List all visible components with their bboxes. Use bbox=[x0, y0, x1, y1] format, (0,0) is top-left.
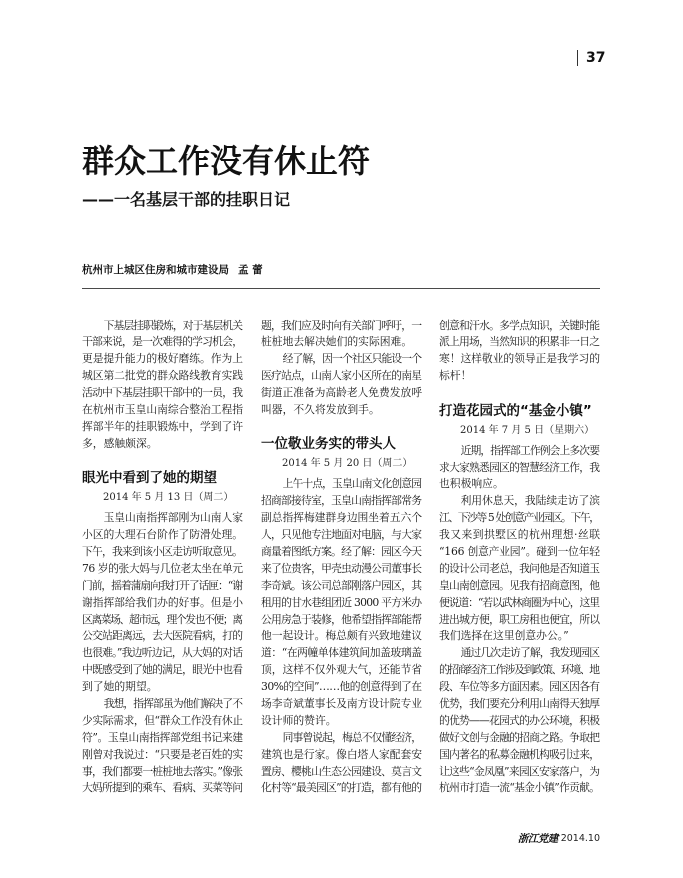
body-line-text: 街道正准备为高龄老人免费发放呼 bbox=[261, 386, 422, 400]
body-line-text: 题，我们应及时向有关部门呼吁，一 bbox=[261, 318, 422, 332]
body-line-text: 大妈所提到的乘车、看病、买菜等问 bbox=[82, 781, 243, 795]
body-line-text: 在杭州市玉皇山南综合整治工程指 bbox=[82, 403, 243, 416]
body-line bbox=[82, 713, 243, 730]
body-line bbox=[261, 764, 422, 781]
body-line bbox=[261, 628, 422, 645]
diary-date: 2014 年 5 月 20 日（周二） bbox=[282, 458, 413, 470]
body-line-text: 干部来说，是一次难得的学习机会， bbox=[82, 335, 243, 349]
body-line bbox=[82, 527, 243, 544]
body-line bbox=[439, 368, 600, 385]
body-line-text: 门前，摇着蒲扇向我打开了话匣：“谢 bbox=[82, 578, 242, 592]
body-line bbox=[439, 493, 600, 510]
body-line-text: 中既感受到了她的满足，眼光中也看 bbox=[82, 663, 243, 677]
body-line bbox=[261, 368, 422, 385]
body-line-text: 的优势——花园式的办公环境，积极 bbox=[439, 713, 600, 727]
text-column bbox=[261, 318, 422, 798]
body-line bbox=[261, 679, 422, 696]
body-line bbox=[82, 385, 243, 402]
body-line bbox=[261, 476, 422, 493]
body-line-text: 建筑也是行家。像白塔人家配套安 bbox=[261, 747, 422, 761]
body-line-text: 区离菜场、超市远，理个发也不便；离 bbox=[82, 612, 242, 626]
body-line-text: 杭州市打造一流“基金小镇”作贡献。 bbox=[439, 781, 600, 795]
body-line-text: 利用休息天，我陆续走访了滨 bbox=[460, 494, 600, 508]
section-heading: 眼光中看到了她的期望 bbox=[82, 470, 217, 487]
body-line bbox=[439, 527, 600, 544]
body-line bbox=[261, 595, 422, 612]
body-line bbox=[439, 713, 600, 730]
body-line bbox=[261, 612, 422, 629]
body-line-text: 我们选择在这里创意办公。” bbox=[439, 629, 569, 643]
body-line bbox=[261, 561, 422, 578]
body-line bbox=[82, 764, 243, 781]
body-line bbox=[261, 780, 422, 797]
body-line bbox=[82, 544, 243, 561]
body-line-text: 国内著名的私募金融机构吸引过来， bbox=[439, 747, 600, 761]
body-line-text: 小区的大理石台阶作了防滑处理。 bbox=[82, 528, 243, 542]
body-line-text: 城区第二批党的群众路线教育实践 bbox=[82, 369, 243, 383]
body-line-text: 进出城方便，职工房租也便宜，所以 bbox=[439, 612, 600, 626]
body-line bbox=[439, 334, 600, 351]
body-line-text: 活动中下基层挂职干部中的一员，我 bbox=[82, 386, 243, 400]
body-line bbox=[82, 561, 243, 578]
body-line bbox=[82, 351, 243, 368]
body-line-text: 他一起设计。梅总颇有兴致地建议 bbox=[261, 629, 422, 643]
body-line-text: 公用房急于装修，他希望指挥部能帮 bbox=[261, 612, 422, 626]
body-line-text: 通过几次走访了解，我发现园区 bbox=[460, 646, 600, 660]
body-line-text: 设计师的赞许。 bbox=[261, 713, 337, 727]
body-line-text: 便说道：“若以武林商圈为中心，这里 bbox=[439, 595, 599, 609]
body-line bbox=[82, 436, 243, 453]
body-line-text: 事，我们都要一桩桩地去落实。”像张 bbox=[82, 764, 243, 778]
body-line-text: 标杆！ bbox=[439, 369, 472, 383]
body-line bbox=[82, 662, 243, 679]
body-line bbox=[439, 510, 600, 527]
body-line-text: 招商部接待室，玉皇山南指挥部常务 bbox=[261, 494, 422, 508]
body-line bbox=[261, 730, 422, 747]
section-heading: 打造花园式的“基金小镇” bbox=[439, 402, 592, 419]
section-heading: 一位敬业务实的带头人 bbox=[261, 436, 396, 453]
body-line bbox=[261, 544, 422, 561]
body-line bbox=[82, 334, 243, 351]
body-line-text: 顶，这样不仅外观大气，还能节省 bbox=[261, 663, 422, 677]
body-line bbox=[439, 612, 600, 629]
body-line-text: 桩桩地去解决她们的实际困难。 bbox=[261, 335, 413, 349]
body-line-text: 优势，我们要充分利用山南得天独厚 bbox=[439, 696, 600, 710]
body-line bbox=[82, 628, 243, 645]
paragraph bbox=[82, 696, 243, 797]
body-line-text: 76 岁的张大妈与几位老太坐在单元 bbox=[82, 561, 243, 575]
paragraph bbox=[261, 318, 422, 352]
body-line bbox=[82, 645, 243, 662]
body-line bbox=[261, 493, 422, 510]
body-line-text: 挥部半年的挂职锻炼中，学到了许 bbox=[82, 419, 243, 433]
body-line bbox=[439, 645, 600, 662]
article-title: 群众工作没有休止符 bbox=[82, 142, 371, 180]
body-line bbox=[82, 730, 243, 747]
body-line-text: 寒！这样敬业的领导正是我学习的 bbox=[439, 352, 600, 366]
body-line-text: 少实际需求，但“群众工作没有休止 bbox=[82, 713, 243, 727]
body-line-text: 我想，指挥部虽为他们解决了不 bbox=[103, 696, 243, 710]
body-line-text: 江、下沙等 5 处创意产业园区。下午， bbox=[439, 511, 599, 525]
body-line bbox=[82, 747, 243, 764]
body-line-text: 刚曾对我说过：“只要是老百姓的实 bbox=[82, 747, 243, 761]
body-line-text: 下午，我来到该小区走访听取意见。 bbox=[82, 544, 243, 558]
body-line-text: 更是提升能力的极好磨练。作为上 bbox=[82, 352, 243, 366]
body-line bbox=[82, 402, 243, 419]
text-column bbox=[82, 318, 243, 798]
magazine-logo: 浙江党建 bbox=[517, 833, 558, 845]
body-line-text: 也积极响应。 bbox=[439, 477, 504, 491]
body-line bbox=[82, 578, 243, 595]
body-line bbox=[439, 628, 600, 645]
paragraph bbox=[439, 493, 600, 645]
body-line-text: 求大家熟悉园区的智慧经济工作，我 bbox=[439, 460, 600, 474]
body-line bbox=[261, 510, 422, 527]
body-line-text: 公交站距离远，去大医院看病，打的 bbox=[82, 629, 243, 643]
diary-date: 2014 年 5 月 13 日（周二） bbox=[103, 492, 234, 504]
body-line bbox=[261, 747, 422, 764]
body-line-text: 段、车位等多方面因素。园区因各有 bbox=[439, 680, 600, 694]
body-line bbox=[261, 578, 422, 595]
body-line bbox=[439, 780, 600, 797]
body-line bbox=[82, 612, 243, 629]
body-line-text: 道：“在两幢单体建筑间加盖玻璃盖 bbox=[261, 646, 422, 660]
body-line bbox=[439, 595, 600, 612]
body-line bbox=[82, 419, 243, 436]
body-line-text: 上午十点，玉皇山南文化创意园 bbox=[282, 477, 422, 491]
body-line bbox=[439, 561, 600, 578]
paragraph bbox=[439, 443, 600, 494]
body-line bbox=[439, 318, 600, 335]
paragraph bbox=[261, 351, 422, 419]
body-line-text: 的设计公司老总，我问他是否知道玉 bbox=[439, 561, 600, 575]
body-line bbox=[82, 510, 243, 527]
body-line-text: 玉皇山南指挥部刚为山南人家 bbox=[103, 511, 243, 525]
body-line-text: 到了她的期望。 bbox=[82, 680, 158, 694]
body-line bbox=[261, 662, 422, 679]
body-line bbox=[439, 679, 600, 696]
body-line-text: 人，只见他专注地面对电脑，与大家 bbox=[261, 528, 422, 542]
body-line-text: 派上用场，当然知识的积累非一日之 bbox=[439, 335, 600, 349]
body-line-text: 医疗站点，山南人家小区所在的南星 bbox=[261, 369, 422, 383]
body-line-text: 的招商经济工作涉及到政策、环境、地 bbox=[439, 663, 599, 677]
paragraph bbox=[261, 476, 422, 729]
body-line-text: 李奇斌。该公司总部刚落户园区，其 bbox=[261, 578, 422, 592]
body-line bbox=[439, 662, 600, 679]
paragraph bbox=[82, 318, 243, 453]
body-line bbox=[261, 402, 422, 419]
body-line bbox=[261, 645, 422, 662]
folio-divider bbox=[577, 50, 578, 66]
diary-date: 2014 年 7 月 5 日（星期六） bbox=[460, 424, 595, 436]
page-folio bbox=[577, 49, 605, 67]
body-line bbox=[261, 713, 422, 730]
body-line bbox=[261, 385, 422, 402]
body-line-text: 30%的空间”……他的创意得到了在 bbox=[261, 680, 422, 694]
body-line bbox=[439, 460, 600, 477]
body-line-text: 谢指挥部给我们办的好事。但是小 bbox=[82, 595, 243, 609]
body-line-text: 化村等“最美园区”的打造，都有他的 bbox=[261, 781, 422, 795]
body-line-text: “166 创意产业园”。碰到一位年轻 bbox=[439, 544, 600, 558]
body-line bbox=[261, 351, 422, 368]
paragraph bbox=[261, 730, 422, 798]
body-line bbox=[439, 747, 600, 764]
body-line-text: 皇山南创意园。见我有招商意图，他 bbox=[439, 578, 600, 592]
byline bbox=[82, 263, 263, 277]
body-line-text: 租用的甘水巷组团近 3000 平方米办 bbox=[261, 595, 422, 609]
page-number: 37 bbox=[586, 50, 606, 66]
page-footer bbox=[518, 832, 600, 846]
body-line-text: 符”。玉皇山南指挥部党组书记来建 bbox=[82, 730, 243, 744]
text-column bbox=[439, 318, 600, 798]
body-line-text: 让这些“金凤凰”来园区安家落户，为 bbox=[439, 764, 600, 778]
body-line bbox=[82, 696, 243, 713]
article-subtitle: ——一名基层干部的挂职日记 bbox=[82, 190, 291, 209]
body-line-text: 做好文创与金融的招商之路。争取把 bbox=[439, 730, 600, 744]
body-line-text: 经了解，因一个社区只能设一个 bbox=[282, 352, 422, 366]
body-line bbox=[261, 334, 422, 351]
body-line-text: 同事曾说起，梅总不仅懂经济， bbox=[282, 730, 422, 744]
body-line bbox=[439, 544, 600, 561]
body-line bbox=[439, 764, 600, 781]
body-line-text: 置房、樱桃山生态公园建设、莫言文 bbox=[261, 764, 422, 778]
body-line bbox=[439, 696, 600, 713]
paragraph bbox=[439, 318, 600, 386]
body-line bbox=[439, 578, 600, 595]
body-line bbox=[82, 780, 243, 797]
body-line-text: 来了位贵客，甲壳虫动漫公司董事长 bbox=[261, 561, 422, 575]
paragraph bbox=[82, 510, 243, 696]
body-line-text: 近期，指挥部工作例会上多次要 bbox=[460, 443, 600, 457]
body-line bbox=[261, 696, 422, 713]
body-line bbox=[82, 318, 243, 335]
body-line bbox=[261, 318, 422, 335]
body-line bbox=[82, 679, 243, 696]
body-line-text: 下基层挂职锻炼，对于基层机关 bbox=[103, 318, 243, 332]
body-line-text: 场李奇斌董事长及南方设计院专业 bbox=[261, 696, 422, 710]
body-line bbox=[439, 351, 600, 368]
body-line bbox=[261, 527, 422, 544]
body-line-text: 叫器，不久将发放到手。 bbox=[261, 403, 380, 416]
body-line-text: 我又来到拱墅区的杭州理想·丝联 bbox=[439, 528, 601, 542]
body-line-text: 创意和汗水。多学点知识，关键时能 bbox=[439, 318, 600, 332]
body-line bbox=[439, 730, 600, 747]
body-line-text: 副总指挥梅建群身边围坐着五六个 bbox=[261, 511, 422, 525]
issue-number: 2014.10 bbox=[560, 833, 600, 844]
paragraph bbox=[439, 645, 600, 797]
author-name: 孟 蕾 bbox=[238, 264, 263, 276]
body-line-text: 商量着图纸方案。经了解：园区今天 bbox=[261, 544, 422, 558]
header-rule bbox=[82, 288, 600, 289]
body-line bbox=[82, 595, 243, 612]
author-affiliation: 杭州市上城区住房和城市建设局 bbox=[82, 264, 229, 276]
body-line-text: 也很难。”我边听边记，从大妈的对话 bbox=[82, 646, 243, 660]
body-line bbox=[82, 368, 243, 385]
body-line-text: 多，感触颇深。 bbox=[82, 436, 158, 450]
body-line bbox=[439, 443, 600, 460]
body-line bbox=[439, 476, 600, 493]
